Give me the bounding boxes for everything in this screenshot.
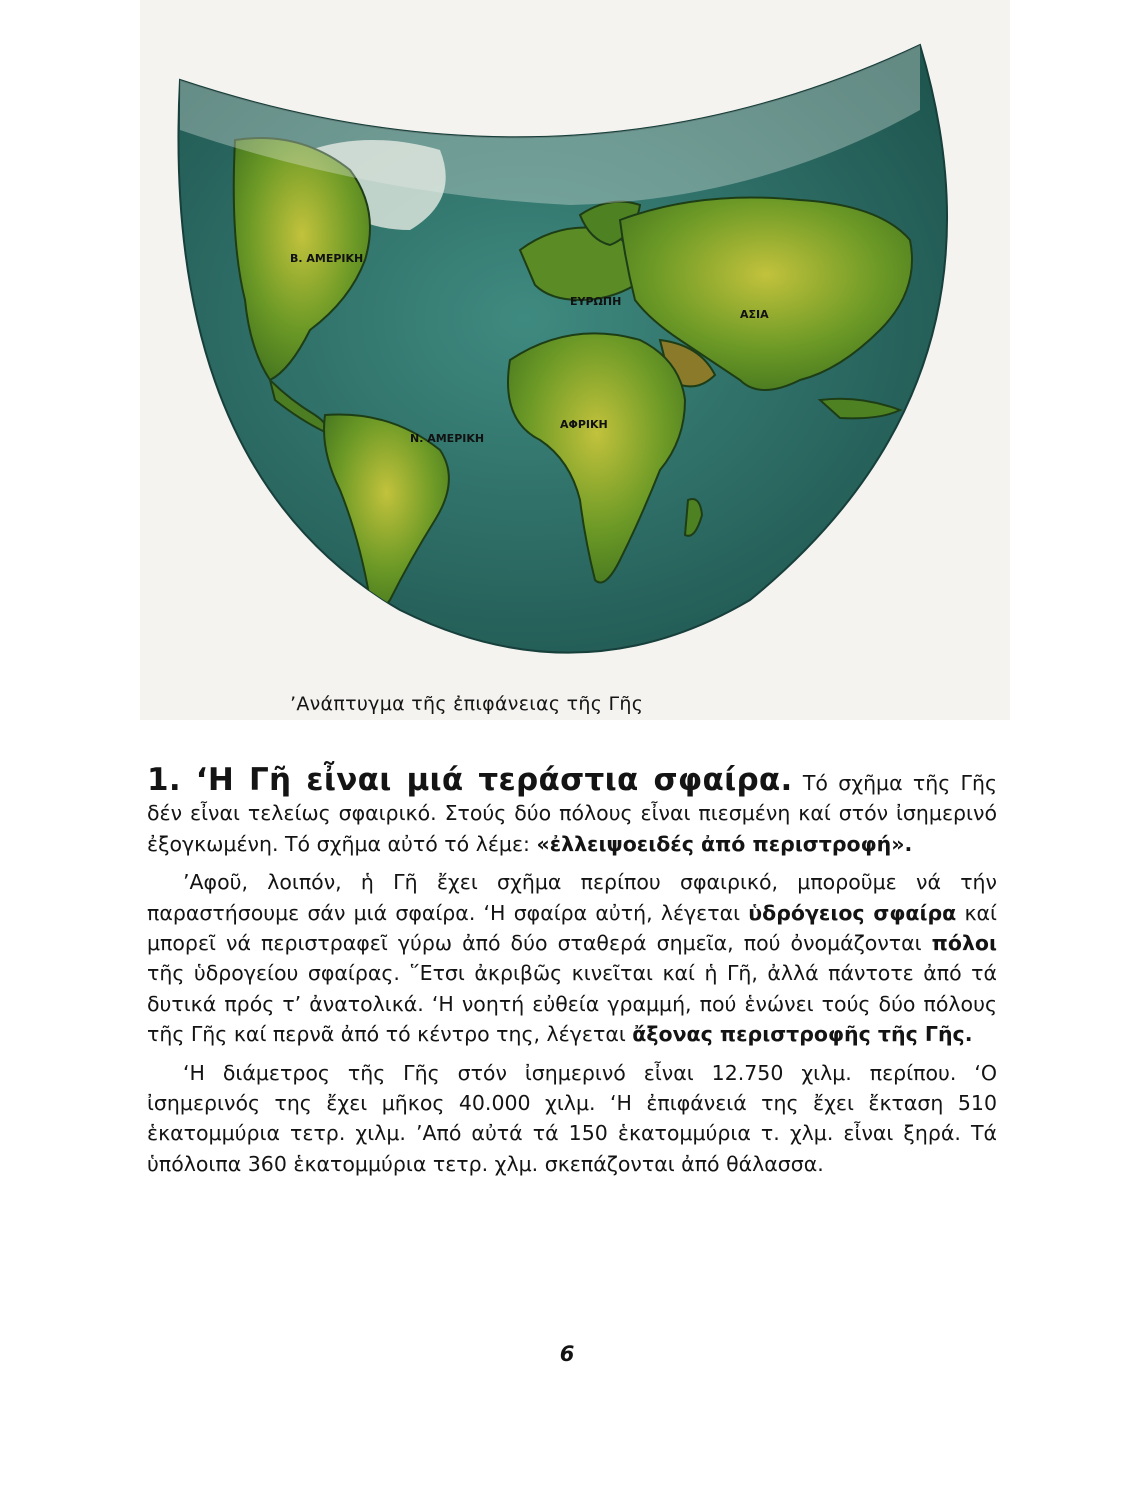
body-text [147, 762, 997, 1179]
paragraph-3: ‘Η διάμετρος τῆς Γῆς στόν ἰσημερινό εἶναι 12.750 χιλμ. περίπου. ‘Ο ἰσημερινός της ἔχει μῆκος 40.000 χιλμ. ‘Η ἐπιφάνειά της ἔχει ἔκταση 510 ἑκατομμύρια τετρ. χιλμ. ’Από αὐτά τά 150 ἑκατομμύρια τ. χλμ. εἶναι ξηρά. Τά ὑπόλοιπα 360 ἑκατομμύρια τετρ. χλμ. σκεπάζονται ἀπό θάλασσα. [147, 1060, 997, 1176]
section-heading: 1. ‘Η Γῆ εἶναι μιά τεράστια σφαίρα. [147, 762, 793, 798]
term-axis: ἄξονας περιστροφῆς τῆς Γῆς. [632, 1022, 973, 1047]
term-poles: πόλοι [931, 931, 997, 956]
paragraph-1-text: Τό σχῆμα τῆς Γῆς δέν εἶναι τελείως σφαιρικό. Στούς δύο πόλους εἶναι πιεσμένη καί στόν ἰσημερινό ἐξογκωμένη. Τό σχῆμα αὐτό τό λέμε: [147, 771, 997, 856]
figure-caption: ’Ανάπτυγμα τῆς ἐπιφάνειας τῆς Γῆς [290, 693, 644, 715]
paragraph-2-text-a: ’Αφοῦ, λοιπόν, ἡ Γῆ ἔχει σχῆμα περίπου σφαιρικό, μποροῦμε νά τήν παραστήσουμε σάν μιά σφαίρα. ‘Η σφαίρα αὐτή, λέγεται [147, 870, 997, 925]
paragraph-1 [147, 762, 997, 859]
label-north-america: Β. ΑΜΕΡΙΚΗ [290, 252, 364, 265]
label-asia: ΑΣΙΑ [740, 308, 769, 321]
term-ellipsoid: «ἐλλειψοειδές ἀπό περιστροφή». [536, 831, 913, 856]
page-number: 6 [559, 1342, 575, 1366]
world-map-illustration [140, 0, 1010, 720]
paragraph-2-text-c: τῆς ὑδρογείου σφαίρας. ῞Ετσι ἀκριβῶς κινεῖται καί ἡ Γῆ, ἀλλά πάντοτε ἀπό τά δυτικά πρός τ’ ἀνατολικά. ‘Η νοητή εὐθεία γραμμή, πού ἑνώνει τούς δύο πόλους τῆς Γῆς καί περνᾶ ἀπό τό κέντρο της, λέγεται [147, 961, 997, 1047]
label-europe: ΕΥΡΩΠΗ [570, 295, 622, 308]
term-globe: ὑδρόγειος σφαίρα [748, 900, 957, 925]
paragraph-2 [147, 867, 997, 1049]
paragraph-2-text-b: καί μπορεῖ νά περιστραφεῖ γύρω ἀπό δύο σταθερά σημεῖα, πού ὀνομάζονται [147, 900, 997, 956]
label-south-america: Ν. ΑΜΕΡΙΚΗ [410, 432, 485, 445]
world-map-figure [140, 0, 1010, 720]
label-africa: ΑΦΡΙΚΗ [560, 418, 608, 431]
